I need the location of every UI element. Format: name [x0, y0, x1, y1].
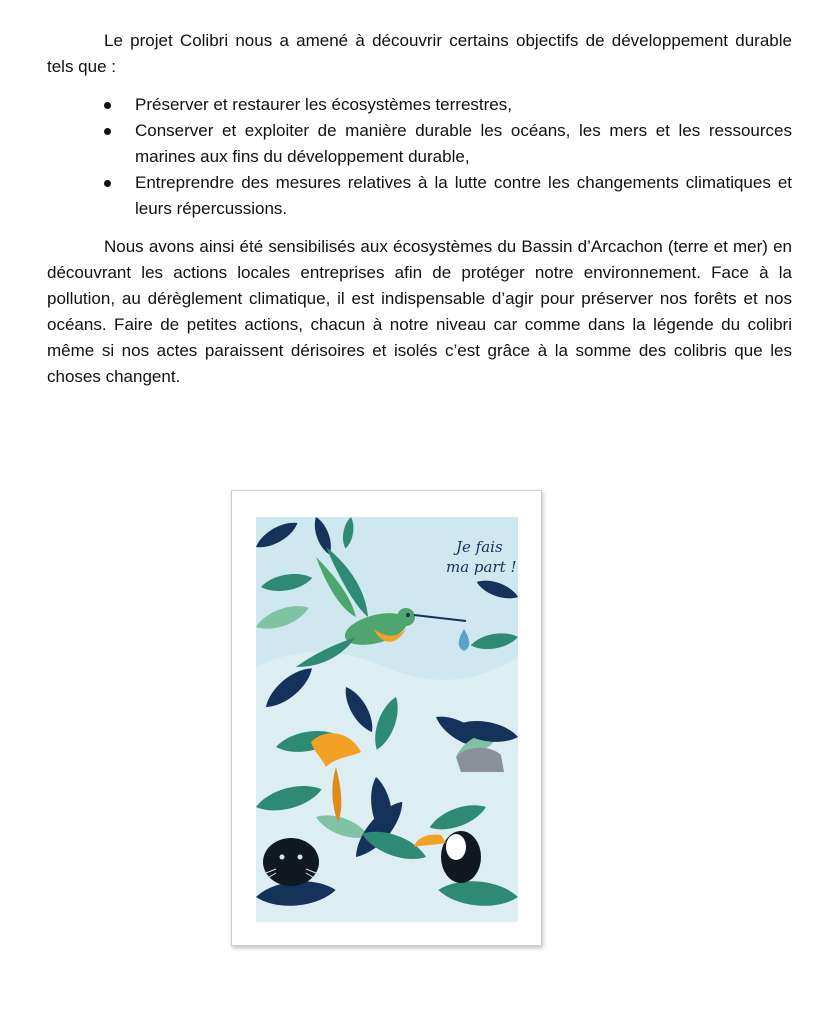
list-item — [135, 92, 792, 118]
bullet-icon — [104, 180, 111, 187]
goal-text: Préserver et restaurer les écosystèmes terrestres, — [135, 95, 512, 114]
bullet-icon — [104, 128, 111, 135]
colibri-poster — [256, 517, 518, 922]
goal-text: Entreprendre des mesures relatives à la lutte contre les changements climatiques et leurs répercussions. — [135, 173, 792, 218]
list-item — [135, 118, 792, 170]
intro-paragraph: Le projet Colibri nous a amené à découvrir certains objectifs de développement durable tels que : — [47, 31, 792, 76]
slogan-line-1: Je fais — [456, 538, 503, 556]
list-item — [135, 170, 792, 222]
conclusion-paragraph: Nous avons ainsi été sensibilisés aux écosystèmes du Bassin d’Arcachon (terre et mer) en découvrant les actions locales entreprises afin de protéger notre environnement. Face à la pollution, au dérèglement climatique, il est indispensable d’agir pour préserver nos forêts et nos océans. Faire de petites actions, chacun à notre niveau car comme dans la légende du colibri même si nos actes paraissent dérisoires et isolés c’est grâce à la somme des colibris que les choses changent. — [47, 237, 792, 386]
slogan-line-2: ma part ! — [446, 558, 517, 576]
bullet-icon — [104, 102, 111, 109]
text-block — [47, 28, 792, 390]
goals-list — [47, 92, 792, 222]
poster-frame — [231, 490, 542, 946]
panther-illustration — [263, 838, 319, 886]
goal-text: Conserver et exploiter de manière durable les océans, les mers et les ressources marines aux fins du développement durable, — [135, 121, 792, 166]
